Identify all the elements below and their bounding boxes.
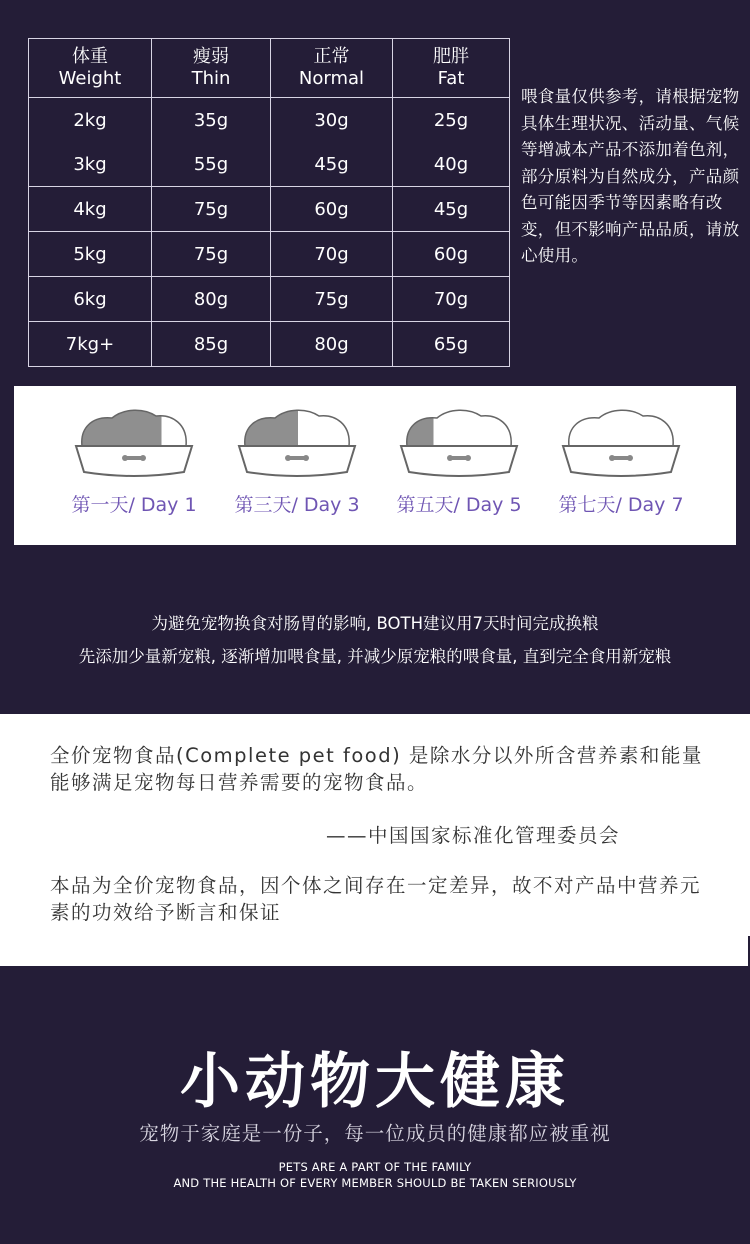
- table-cell: 65g: [393, 322, 510, 367]
- table-cell: 80g: [271, 322, 393, 367]
- table-cell: 75g: [271, 277, 393, 322]
- feeding-note: 喂食量仅供参考，请根据宠物具体生理状况、活动量、气候等增减本产品不添加着色剂，部分原料为自然成分，产品颜色可能因季节等因素略有改变，但不影响产品品质，请放心使用。: [521, 87, 740, 265]
- day-5-item: [384, 406, 534, 517]
- table-cell: 30g: [271, 98, 393, 143]
- header-weight: 体重 Weight: [29, 39, 152, 98]
- day-label: 第三天/ Day 3: [234, 494, 360, 516]
- table-row: [29, 142, 510, 187]
- feeding-section: [0, 0, 750, 383]
- day-label: 第七天/ Day 7: [558, 494, 684, 516]
- day-7-item: [546, 406, 696, 517]
- header-thin: 瘦弱 Thin: [152, 39, 271, 98]
- slogan-subtitle-cn: 宠物于家庭是一份子，每一位成员的健康都应被重视: [139, 1122, 611, 1145]
- table-cell: 3kg: [29, 142, 152, 187]
- slogan-subtitle-en-1: PETS ARE A PART OF THE FAMILY: [278, 1160, 472, 1174]
- definition-section: [0, 714, 750, 936]
- table-cell: 45g: [271, 142, 393, 187]
- header-normal: 正常 Normal: [271, 39, 393, 98]
- food-bowl-icon: [72, 406, 196, 478]
- food-bowl-icon: [235, 406, 359, 478]
- feeding-table: [28, 38, 510, 367]
- slogan-title: 小动物大健康: [180, 1047, 570, 1117]
- food-bowl-icon: [559, 406, 683, 478]
- transition-line-1: 为避免宠物换食对肠胃的影响, BOTH建议用7天时间完成换粮: [151, 614, 599, 633]
- table-cell: 85g: [152, 322, 271, 367]
- table-cell: 60g: [271, 187, 393, 232]
- definition-section-edge: [0, 936, 748, 966]
- food-bowl-icon: [397, 406, 521, 478]
- day-1-item: [59, 406, 209, 517]
- new-food-shape: [569, 406, 675, 448]
- transition-line-2: 先添加少量新宠粮, 逐渐增加喂食量, 并减少原宠粮的喂食量, 直到完全食用新宠粮: [78, 647, 672, 666]
- slogan-subtitle-en-2: AND THE HEALTH OF EVERY MEMBER SHOULD BE TAKEN SERIOUSLY: [173, 1176, 577, 1190]
- table-cell: 6kg: [29, 277, 152, 322]
- header-fat: 肥胖 Fat: [393, 39, 510, 98]
- table-cell: 55g: [152, 142, 271, 187]
- new-food-shape: [162, 406, 189, 448]
- table-cell: 7kg+: [29, 322, 152, 367]
- table-row: [29, 98, 510, 143]
- transition-panel: [14, 386, 736, 545]
- table-cell: 4kg: [29, 187, 152, 232]
- footer-section: [0, 968, 750, 1244]
- day-label: 第五天/ Day 5: [396, 494, 522, 516]
- table-cell: 60g: [393, 232, 510, 277]
- new-food-shape: [298, 406, 351, 448]
- table-row: [29, 277, 510, 322]
- table-cell: 5kg: [29, 232, 152, 277]
- table-cell: 70g: [393, 277, 510, 322]
- definition-text: 全价宠物食品(Complete pet food) 是除水分以外所含营养素和能量能够满足宠物每日营养需要的宠物食品。: [50, 744, 703, 794]
- disclaimer-text: 本品为全价宠物食品，因个体之间存在一定差异，故不对产品中营养元素的功效给予断言和保证: [50, 874, 702, 924]
- table-cell: 80g: [152, 277, 271, 322]
- table-row: [29, 232, 510, 277]
- table-cell: 75g: [152, 232, 271, 277]
- day-3-item: [222, 406, 372, 517]
- table-cell: 25g: [393, 98, 510, 143]
- table-cell: 45g: [393, 187, 510, 232]
- table-row: [29, 187, 510, 232]
- day-label: 第一天/ Day 1: [71, 494, 197, 516]
- table-cell: 70g: [271, 232, 393, 277]
- table-cell: 75g: [152, 187, 271, 232]
- table-cell: 40g: [393, 142, 510, 187]
- table-row: [29, 322, 510, 367]
- definition-source: ——中国国家标准化管理委员会: [326, 824, 621, 847]
- table-header-row: [29, 39, 510, 98]
- table-cell: 35g: [152, 98, 271, 143]
- table-cell: 2kg: [29, 98, 152, 143]
